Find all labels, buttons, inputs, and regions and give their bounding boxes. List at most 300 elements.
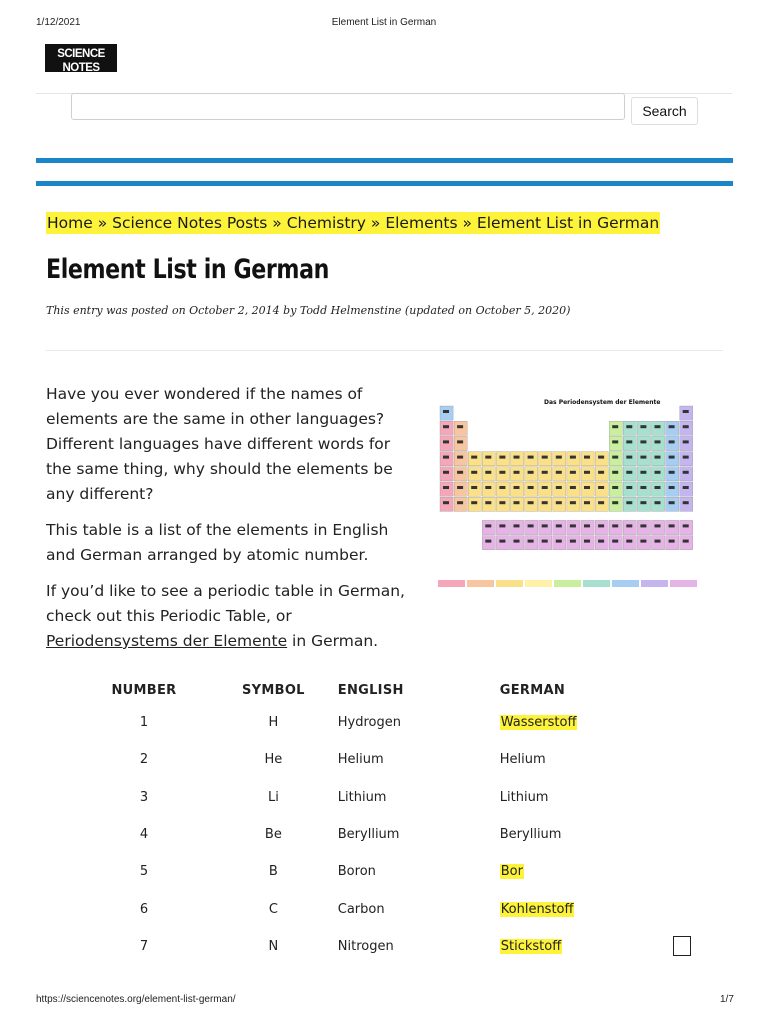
- periodic-cell-glyph: [499, 486, 505, 489]
- periodic-cell-glyph: [612, 456, 618, 459]
- page-title: Element List in German: [46, 254, 329, 285]
- periodic-cell: [482, 520, 495, 534]
- cell-symbol-text: Li: [267, 789, 279, 805]
- periodic-cell-glyph: [584, 471, 590, 474]
- cell-symbol-text: N: [268, 938, 279, 954]
- periodic-cell-glyph: [626, 440, 632, 443]
- periodic-cell-glyph: [485, 501, 491, 504]
- periodic-cell: [496, 482, 509, 496]
- nav-bar-bottom: [36, 181, 733, 186]
- cell-number: [46, 853, 242, 890]
- cell-number: [46, 928, 242, 965]
- cell-german: [480, 816, 723, 853]
- legend-swatch: [525, 580, 552, 587]
- cell-number: [46, 704, 242, 741]
- post-meta: This entry was posted on October 2, 2014 by Todd Helmenstine (updated on October 5, 2020): [46, 304, 571, 317]
- cell-english-text: Lithium: [337, 789, 387, 805]
- cell-symbol-text: Be: [264, 827, 282, 843]
- table-row: [46, 779, 723, 816]
- periodic-cell-glyph: [612, 501, 618, 504]
- table-row: [46, 816, 723, 853]
- checkbox-icon: [673, 936, 691, 956]
- breadcrumb-science-notes-posts[interactable]: Science Notes Posts: [112, 214, 268, 232]
- periodic-cell-glyph: [655, 440, 661, 443]
- periodic-cell: [454, 482, 467, 496]
- periodic-cell-glyph: [640, 440, 646, 443]
- breadcrumb-elements[interactable]: Elements: [385, 214, 458, 232]
- periodic-cell-glyph: [683, 410, 689, 413]
- cell-number-text: 4: [139, 827, 149, 843]
- legend-swatch: [496, 580, 523, 587]
- periodic-cell: [440, 467, 453, 481]
- search-input[interactable]: [71, 93, 625, 120]
- cell-german-text: Lithium: [499, 789, 549, 805]
- periodic-cell: [482, 497, 495, 511]
- periodic-cell: [595, 536, 608, 550]
- periodic-cell-glyph: [570, 456, 576, 459]
- periodic-cell: [525, 482, 538, 496]
- periodic-cell-glyph: [598, 471, 604, 474]
- periodic-cell: [496, 536, 509, 550]
- periodic-cell: [581, 497, 594, 511]
- periodic-cell: [609, 482, 622, 496]
- periodic-cell: [539, 467, 552, 481]
- table-header-row: [46, 676, 723, 704]
- periodic-cell: [567, 536, 580, 550]
- periodic-cell-glyph: [669, 486, 675, 489]
- legend-swatch: [583, 580, 610, 587]
- periodic-cell: [637, 436, 650, 450]
- periodic-cell: [482, 467, 495, 481]
- periodic-cell: [440, 482, 453, 496]
- cell-german: [480, 890, 723, 927]
- periodic-cell: [680, 421, 693, 435]
- periodic-cell-glyph: [626, 501, 632, 504]
- periodic-cell-glyph: [443, 410, 449, 413]
- periodic-cell: [652, 497, 665, 511]
- periodic-cell: [637, 452, 650, 466]
- periodic-cell-glyph: [626, 471, 632, 474]
- periodic-cell-glyph: [528, 471, 534, 474]
- breadcrumb-separator: »: [457, 214, 477, 232]
- periodic-cell-glyph: [514, 471, 520, 474]
- intro-paragraph-1: Have you ever wondered if the names of elements are the same in other languages? Different languages have different words for the same thing, why should the elements be any different?: [46, 385, 393, 503]
- periodic-cell-glyph: [542, 524, 548, 527]
- periodic-cell-glyph: [457, 501, 463, 504]
- periodic-cell: [623, 536, 636, 550]
- periodic-cell: [581, 520, 594, 534]
- periodic-cell-glyph: [542, 486, 548, 489]
- periodic-cell-glyph: [655, 456, 661, 459]
- cell-german-text: Helium: [499, 752, 546, 768]
- cell-symbol: [242, 704, 305, 741]
- periodic-cell-glyph: [626, 540, 632, 543]
- periodic-cell: [595, 482, 608, 496]
- periodic-cell-glyph: [485, 524, 491, 527]
- periodic-cell: [680, 436, 693, 450]
- cell-number-text: 6: [139, 901, 149, 917]
- cell-english-text: Helium: [337, 752, 384, 768]
- cell-english: [305, 741, 480, 778]
- periodic-cell-glyph: [471, 501, 477, 504]
- periodic-cell-glyph: [570, 540, 576, 543]
- periodic-cell: [623, 497, 636, 511]
- periodic-cell: [623, 421, 636, 435]
- header-number: NUMBER: [111, 682, 177, 698]
- periodic-cell-glyph: [485, 456, 491, 459]
- periodic-cell: [511, 482, 524, 496]
- periodic-cell-glyph: [669, 524, 675, 527]
- periodic-cell-glyph: [640, 425, 646, 428]
- periodic-cell-glyph: [514, 524, 520, 527]
- periodensystem-link[interactable]: Periodensystems der Elemente: [46, 632, 288, 650]
- cell-symbol: [242, 816, 305, 853]
- nav-bar-top: [36, 158, 733, 163]
- periodic-cell: [609, 536, 622, 550]
- periodic-cell-glyph: [640, 486, 646, 489]
- print-date: 1/12/2021: [36, 17, 81, 28]
- periodic-cell-glyph: [443, 425, 449, 428]
- periodic-cell-glyph: [655, 425, 661, 428]
- periodic-cell: [680, 452, 693, 466]
- periodic-cell: [454, 421, 467, 435]
- periodic-cell-glyph: [683, 486, 689, 489]
- periodic-cell-glyph: [528, 486, 534, 489]
- cell-symbol-text: B: [268, 864, 278, 880]
- periodic-cell: [609, 520, 622, 534]
- periodic-cell: [652, 520, 665, 534]
- periodic-cell-glyph: [655, 501, 661, 504]
- periodic-cell: [623, 482, 636, 496]
- periodic-cell-glyph: [669, 501, 675, 504]
- periodic-cell-glyph: [499, 501, 505, 504]
- periodic-cell-glyph: [612, 425, 618, 428]
- breadcrumb-separator: »: [267, 214, 287, 232]
- content-divider: [46, 350, 723, 351]
- periodic-cell: [595, 467, 608, 481]
- periodic-cell: [637, 520, 650, 534]
- logo-tagline: Learn Science · Do Science: [50, 75, 112, 81]
- periodic-cell-glyph: [570, 524, 576, 527]
- periodic-cell-glyph: [584, 540, 590, 543]
- periodic-cell-glyph: [655, 486, 661, 489]
- periodic-cell: [511, 536, 524, 550]
- cell-english-text: Beryllium: [337, 827, 400, 843]
- intro-paragraph-2: This table is a list of the elements in English and German arranged by atomic number.: [46, 521, 389, 564]
- breadcrumb-separator: »: [365, 214, 386, 232]
- periodic-cell-glyph: [584, 486, 590, 489]
- periodic-cell: [609, 497, 622, 511]
- periodic-cell-glyph: [626, 486, 632, 489]
- periodic-cell: [496, 497, 509, 511]
- periodic-cell-glyph: [471, 456, 477, 459]
- cell-german: [480, 779, 723, 816]
- periodic-cell-glyph: [584, 456, 590, 459]
- periodic-cell: [595, 452, 608, 466]
- periodic-cell-glyph: [626, 425, 632, 428]
- periodic-cell: [511, 520, 524, 534]
- cell-number-text: 5: [139, 864, 149, 880]
- periodic-cell-glyph: [556, 540, 562, 543]
- cell-german-text: Beryllium: [499, 827, 562, 843]
- periodic-cell: [525, 536, 538, 550]
- periodic-cell-glyph: [485, 486, 491, 489]
- periodic-cell: [525, 452, 538, 466]
- periodic-cell-glyph: [683, 524, 689, 527]
- breadcrumb: [46, 212, 660, 234]
- periodic-cell: [623, 467, 636, 481]
- periodic-cell: [623, 520, 636, 534]
- periodic-cell-glyph: [640, 471, 646, 474]
- periodic-cell-glyph: [598, 524, 604, 527]
- periodic-cell: [581, 452, 594, 466]
- periodic-cell-glyph: [485, 540, 491, 543]
- periodic-cell-glyph: [612, 486, 618, 489]
- periodic-cell: [666, 497, 679, 511]
- periodic-cell: [539, 482, 552, 496]
- legend-swatch: [467, 580, 494, 587]
- periodic-cell: [511, 452, 524, 466]
- periodic-cell: [637, 497, 650, 511]
- periodic-cell-glyph: [528, 456, 534, 459]
- cell-symbol-text: H: [268, 715, 279, 731]
- periodic-cell: [680, 482, 693, 496]
- periodic-cell-glyph: [598, 486, 604, 489]
- periodic-cell: [609, 452, 622, 466]
- periodic-cell: [440, 452, 453, 466]
- cell-english: [305, 928, 480, 965]
- periodic-cell: [496, 520, 509, 534]
- periodic-cell-glyph: [669, 540, 675, 543]
- periodic-cell-glyph: [640, 456, 646, 459]
- legend-swatch: [612, 580, 639, 587]
- periodic-cell: [468, 452, 481, 466]
- table-row: [46, 704, 723, 741]
- periodic-cell-glyph: [598, 540, 604, 543]
- cell-symbol: [242, 890, 305, 927]
- breadcrumb-home[interactable]: Home: [47, 214, 93, 232]
- header-german: GERMAN: [499, 682, 566, 698]
- periodic-cell: [482, 482, 495, 496]
- cell-german-text: Wasserstoff: [500, 715, 577, 731]
- cell-english-text: Hydrogen: [337, 715, 401, 731]
- periodic-cell-glyph: [683, 501, 689, 504]
- periodic-cell: [567, 520, 580, 534]
- periodic-cell: [440, 497, 453, 511]
- cell-german: [480, 741, 723, 778]
- periodic-cell-glyph: [683, 425, 689, 428]
- periodic-cell: [595, 520, 608, 534]
- periodic-cell-glyph: [556, 486, 562, 489]
- legend-swatch: [554, 580, 581, 587]
- cell-german-text: Bor: [500, 864, 523, 880]
- periodic-cell-glyph: [556, 471, 562, 474]
- periodic-cell: [609, 467, 622, 481]
- cell-english: [305, 779, 480, 816]
- periodic-cell-glyph: [669, 471, 675, 474]
- periodic-cell-glyph: [471, 486, 477, 489]
- periodic-cell: [666, 536, 679, 550]
- cell-german-text: Stickstoff: [500, 938, 562, 954]
- periodic-cell-glyph: [570, 486, 576, 489]
- periodic-cell-glyph: [457, 440, 463, 443]
- breadcrumb-chemistry[interactable]: Chemistry: [286, 214, 366, 232]
- periodic-cell: [666, 421, 679, 435]
- table-row: [46, 853, 723, 890]
- periodic-cell-glyph: [443, 501, 449, 504]
- periodic-cell: [454, 452, 467, 466]
- periodic-cell-glyph: [612, 540, 618, 543]
- periodic-cell-glyph: [443, 486, 449, 489]
- periodic-cell-glyph: [457, 486, 463, 489]
- periodic-cell-glyph: [626, 524, 632, 527]
- periodic-cell: [553, 520, 566, 534]
- cell-german-text: Kohlenstoff: [500, 901, 574, 917]
- periodic-cell-glyph: [683, 540, 689, 543]
- cell-number-text: 3: [139, 789, 149, 805]
- logo-text: SCIENCE NOTES: [57, 48, 105, 74]
- periodic-cell: [623, 436, 636, 450]
- periodic-cell-glyph: [443, 456, 449, 459]
- periodic-cell: [553, 452, 566, 466]
- cell-number: [46, 816, 242, 853]
- periodic-cell: [680, 536, 693, 550]
- periodic-cell-glyph: [655, 524, 661, 527]
- periodic-cell: [440, 421, 453, 435]
- periodic-cell-glyph: [528, 524, 534, 527]
- periodic-cell-glyph: [528, 501, 534, 504]
- cell-number-text: 2: [139, 752, 149, 768]
- cell-english-text: Nitrogen: [337, 938, 394, 954]
- periodic-cell-glyph: [655, 540, 661, 543]
- periodic-cell: [666, 520, 679, 534]
- periodic-cell-glyph: [683, 440, 689, 443]
- periodic-cell: [567, 467, 580, 481]
- cell-german: [480, 853, 723, 890]
- periodic-cell-glyph: [556, 501, 562, 504]
- periodic-cell: [623, 452, 636, 466]
- site-logo[interactable]: [45, 44, 117, 81]
- periodic-cell-glyph: [669, 456, 675, 459]
- table-row: [46, 928, 723, 965]
- cell-english-text: Carbon: [337, 901, 385, 917]
- periodic-cell: [581, 536, 594, 550]
- periodic-cell-glyph: [542, 456, 548, 459]
- cell-symbol-text: He: [264, 752, 283, 768]
- periodic-cell: [680, 406, 693, 420]
- periodic-cell-glyph: [457, 456, 463, 459]
- periodic-cell: [652, 421, 665, 435]
- periodic-cell: [539, 497, 552, 511]
- periodic-cell: [525, 497, 538, 511]
- periodic-cell: [539, 520, 552, 534]
- periodic-cell-glyph: [626, 456, 632, 459]
- cell-symbol: [242, 741, 305, 778]
- intro-p3-tail: in German.: [287, 632, 379, 650]
- periodic-cell-glyph: [640, 524, 646, 527]
- periodic-cell: [511, 497, 524, 511]
- periodic-cell-glyph: [612, 440, 618, 443]
- periodic-cell-glyph: [556, 524, 562, 527]
- periodic-cell: [652, 536, 665, 550]
- periodic-cell: [595, 497, 608, 511]
- periodic-cell-glyph: [514, 540, 520, 543]
- cell-english: [305, 890, 480, 927]
- periodic-cell-glyph: [612, 524, 618, 527]
- periodic-cell-glyph: [528, 540, 534, 543]
- periodic-cell-glyph: [499, 540, 505, 543]
- periodic-cell: [496, 467, 509, 481]
- periodic-cell: [468, 497, 481, 511]
- periodic-cell: [553, 467, 566, 481]
- breadcrumb-separator: »: [92, 214, 113, 232]
- periodic-cell: [680, 520, 693, 534]
- periodic-cell: [652, 482, 665, 496]
- periodic-cell-glyph: [514, 486, 520, 489]
- cell-symbol-text: C: [268, 901, 278, 917]
- periodic-cell-glyph: [514, 456, 520, 459]
- cell-number: [46, 779, 242, 816]
- periodic-cell: [553, 482, 566, 496]
- periodic-cell: [553, 536, 566, 550]
- periodic-cell-glyph: [514, 501, 520, 504]
- periodic-cell-glyph: [471, 471, 477, 474]
- breadcrumb-current: Element List in German: [476, 214, 660, 232]
- periodic-cell-glyph: [457, 425, 463, 428]
- periodic-cell: [454, 497, 467, 511]
- periodic-cell: [539, 452, 552, 466]
- cell-english: [305, 816, 480, 853]
- periodic-cell-glyph: [457, 471, 463, 474]
- periodic-cell: [637, 482, 650, 496]
- periodic-cell-glyph: [570, 501, 576, 504]
- print-page-number: 1/7: [720, 994, 734, 1005]
- periodic-cell-glyph: [499, 456, 505, 459]
- periodic-cell: [567, 452, 580, 466]
- periodic-cell: [440, 406, 453, 420]
- periodic-cell: [567, 497, 580, 511]
- periodic-cell: [666, 467, 679, 481]
- periodic-cell-glyph: [683, 471, 689, 474]
- periodic-cell-glyph: [542, 501, 548, 504]
- periodic-cell: [637, 536, 650, 550]
- search-button[interactable]: Search: [631, 97, 698, 125]
- cell-number: [46, 741, 242, 778]
- cell-number: [46, 890, 242, 927]
- periodic-cell: [482, 536, 495, 550]
- periodic-cell-glyph: [499, 471, 505, 474]
- periodic-cell: [666, 482, 679, 496]
- periodic-cell: [525, 520, 538, 534]
- periodic-cell-glyph: [485, 471, 491, 474]
- periodic-table-image[interactable]: [434, 388, 724, 598]
- legend-swatch: [641, 580, 668, 587]
- table-row: [46, 890, 723, 927]
- periodic-cell: [581, 467, 594, 481]
- periodic-cell-glyph: [443, 440, 449, 443]
- periodic-cell-glyph: [542, 540, 548, 543]
- periodic-cell-glyph: [584, 524, 590, 527]
- legend-swatch: [438, 580, 465, 587]
- periodic-cell-glyph: [542, 471, 548, 474]
- periodic-cell-glyph: [612, 471, 618, 474]
- periodic-cell-glyph: [669, 440, 675, 443]
- periodic-cell: [609, 421, 622, 435]
- periodic-cell-glyph: [598, 501, 604, 504]
- periodic-cell: [666, 436, 679, 450]
- cell-english-text: Boron: [337, 864, 376, 880]
- periodic-cell: [440, 436, 453, 450]
